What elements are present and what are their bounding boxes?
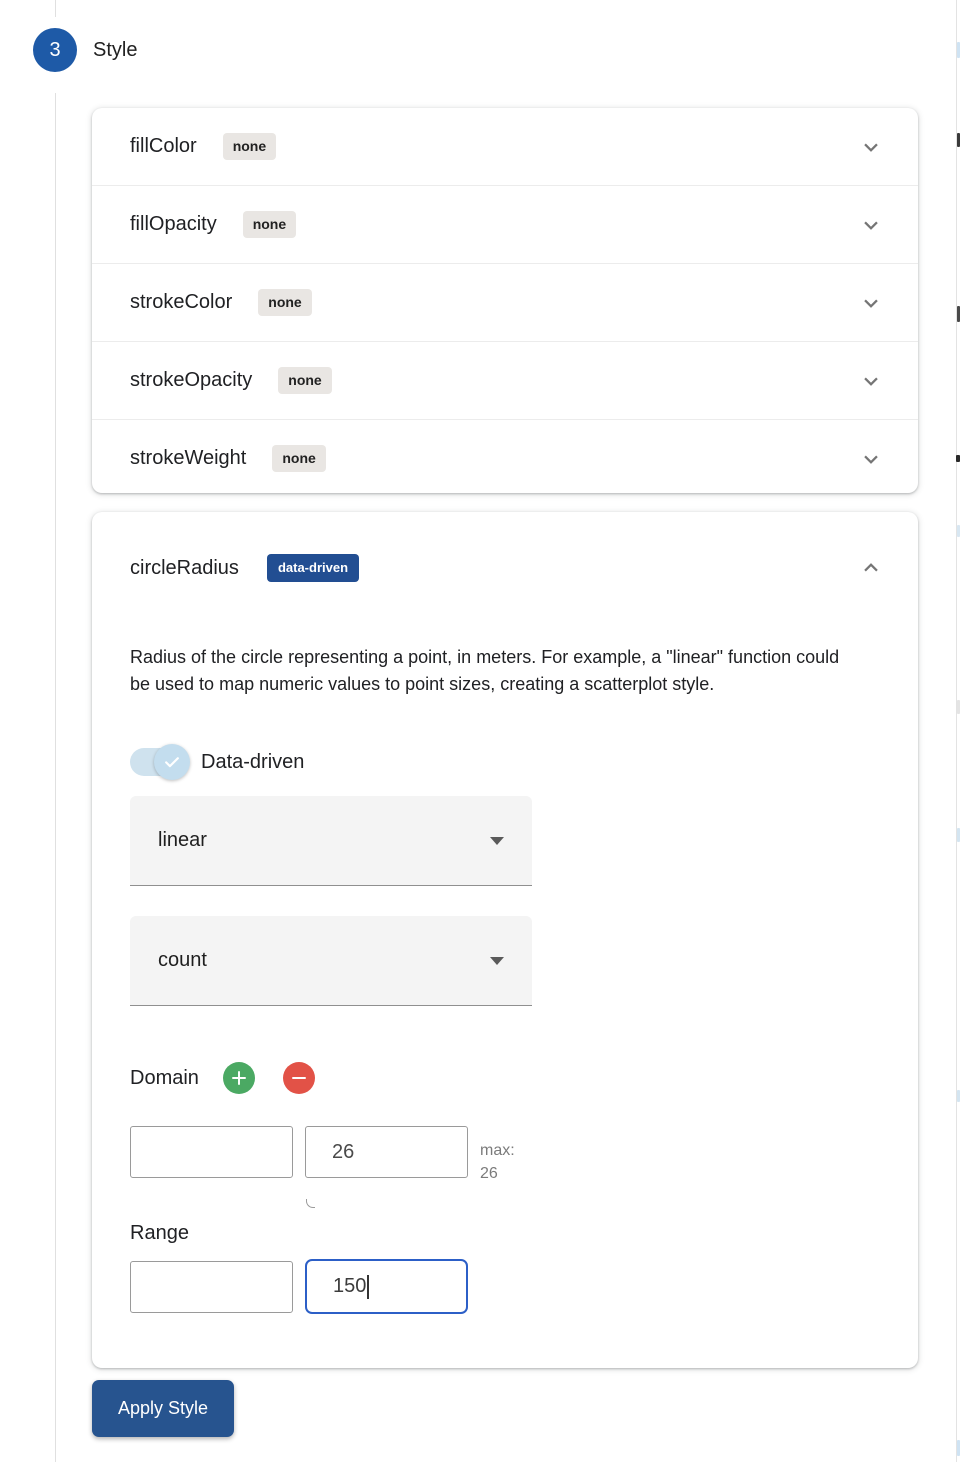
range-label: Range <box>130 1221 189 1244</box>
prop-label: fillOpacity <box>130 213 217 235</box>
status-badge: none <box>278 367 331 394</box>
domain-header <box>130 1061 884 1095</box>
function-select-value: linear <box>158 829 207 851</box>
chevron-up-icon[interactable] <box>858 555 884 581</box>
prop-row-strokecolor[interactable] <box>92 264 918 342</box>
chevron-down-icon[interactable] <box>858 290 884 316</box>
step-title: Style <box>93 38 138 61</box>
range-header <box>130 1221 884 1245</box>
domain-label: Domain <box>130 1066 199 1089</box>
range-max-input[interactable] <box>305 1259 468 1314</box>
range-min-input[interactable] <box>130 1261 293 1313</box>
data-driven-toggle[interactable] <box>130 748 187 776</box>
range-max-value: 150 <box>333 1275 367 1297</box>
data-driven-toggle-row <box>130 744 884 780</box>
stepper-connector-line <box>55 93 56 1462</box>
prop-label: fillColor <box>130 135 197 157</box>
prop-label: strokeWeight <box>130 447 247 469</box>
status-badge: none <box>223 133 276 160</box>
range-inputs-row <box>130 1259 884 1314</box>
max-hint-value: 26 <box>480 1165 498 1182</box>
circle-radius-card <box>92 512 918 1368</box>
dropdown-caret-icon <box>490 957 504 965</box>
check-icon <box>154 744 190 780</box>
domain-inputs-row <box>130 1126 884 1185</box>
data-driven-badge: data-driven <box>267 554 359 582</box>
apply-style-button[interactable]: Apply Style <box>92 1380 234 1437</box>
circle-radius-description: Radius of the circle representing a point, in meters. For example, a "linear" function could be used to map numeric values to point sizes, creating a scatterplot style. <box>130 647 840 694</box>
prop-row-fillcolor[interactable] <box>92 108 918 186</box>
step-number-badge: 3 <box>33 28 77 72</box>
chevron-down-icon[interactable] <box>858 134 884 160</box>
domain-min-input[interactable] <box>130 1126 293 1178</box>
prop-label: strokeOpacity <box>130 369 253 391</box>
status-badge: none <box>258 289 311 316</box>
domain-max-input[interactable] <box>305 1126 468 1178</box>
chevron-down-icon[interactable] <box>858 212 884 238</box>
style-properties-card <box>92 108 918 493</box>
add-domain-stop-button[interactable] <box>223 1062 255 1094</box>
chevron-down-icon[interactable] <box>858 368 884 394</box>
prop-row-strokeopacity[interactable] <box>92 342 918 420</box>
plus-icon <box>230 1069 248 1087</box>
function-select[interactable] <box>130 796 532 886</box>
circle-radius-header[interactable] <box>130 512 884 588</box>
step-header-style[interactable] <box>33 28 137 72</box>
chevron-down-icon[interactable] <box>858 446 884 472</box>
text-cursor <box>367 1275 369 1299</box>
minus-icon <box>290 1069 308 1087</box>
status-badge: none <box>243 211 296 238</box>
prop-row-strokeweight[interactable] <box>92 420 918 497</box>
attribute-select[interactable] <box>130 916 532 1006</box>
domain-max-hint <box>480 1139 515 1185</box>
stepper-connector-line <box>55 0 56 17</box>
status-badge: none <box>272 445 325 472</box>
adjacent-panel-divider <box>956 0 957 1462</box>
toggle-label: Data-driven <box>201 750 305 773</box>
max-hint-label: max: <box>480 1142 515 1159</box>
prop-row-fillopacity[interactable] <box>92 186 918 264</box>
prop-label: strokeColor <box>130 291 233 313</box>
domain-max-value: 26 <box>332 1140 355 1163</box>
attribute-select-value: count <box>158 949 207 971</box>
dropdown-caret-icon <box>490 837 504 845</box>
prop-label: circleRadius <box>130 556 239 579</box>
clipped-content-fragment <box>956 455 960 462</box>
remove-domain-stop-button[interactable] <box>283 1062 315 1094</box>
